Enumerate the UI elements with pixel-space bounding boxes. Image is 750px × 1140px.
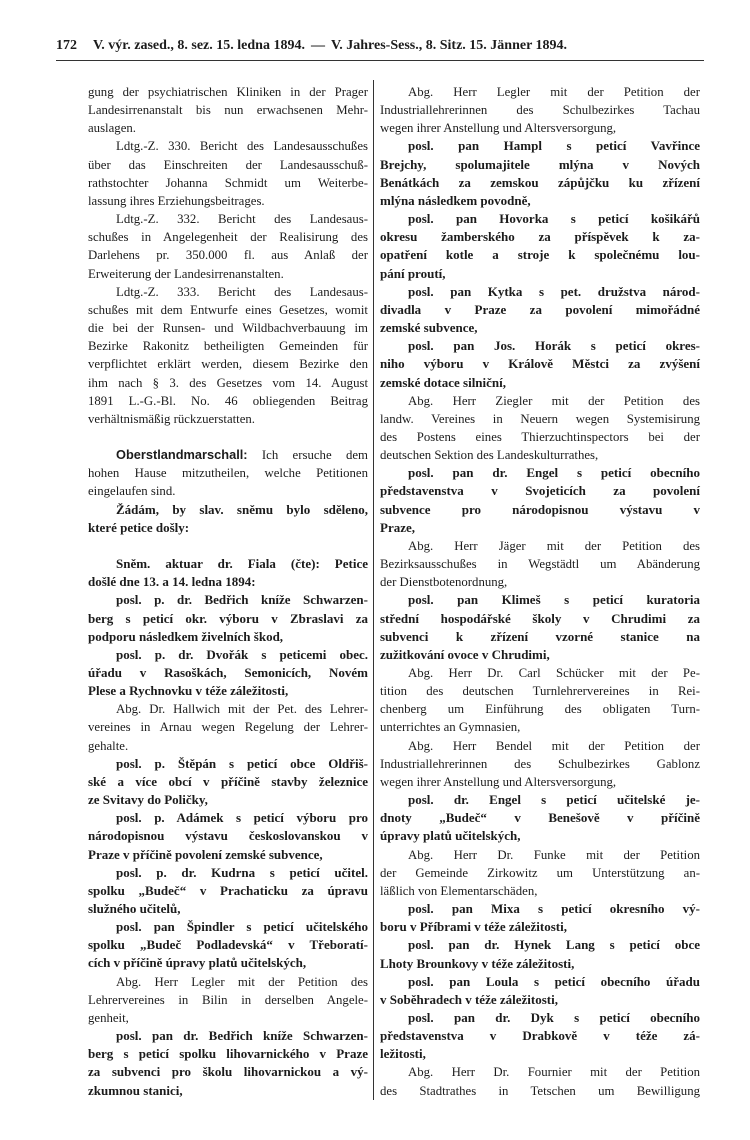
text-line: ské a více obcí v příčině stavby železnice [88, 773, 368, 789]
text-line: posl. pan Klimeš s peticí kuratoria [408, 592, 700, 608]
text-line: Landesirrenanstalt bis nun erwachsenen Mehr- [88, 103, 368, 118]
text-line: Abg. Herr Bendel mit der Petition der [408, 738, 700, 753]
text-line: niho výboru v Králově Městci za zvýšení [380, 356, 700, 372]
text-line: Ldtg.-Z. 333. Bericht des Landesaus- [116, 284, 368, 299]
text-line: Ldtg.-Z. 330. Bericht des Landesausschußes [116, 139, 368, 154]
text-line: mlýna následkem povodně, [380, 192, 531, 208]
text-line: okresu žamberského za příspěvek k za- [380, 229, 700, 245]
text-line: Abg. Herr Ziegler mit der Petition des [408, 393, 700, 408]
section-spacer [88, 428, 368, 446]
text-line: Bezirksausschußes in Wegstädtl um Abänderung [380, 557, 700, 572]
text-line: Bezirke Rakonitz betheiligten Gemeinden für [88, 339, 368, 354]
text-line: podporu následkem živelních škod, [88, 628, 284, 644]
paragraph [88, 83, 368, 137]
speaker-name: Oberstlandmarschall: [116, 447, 248, 463]
paragraph [380, 591, 700, 664]
text-line: zemské dotace silniční, [380, 374, 507, 390]
text-line: došlé dne 13. a 14. ledna 1894: [88, 574, 256, 590]
text-line: Žádám, by slav. sněmu bylo sděleno, [116, 501, 368, 517]
text-line: posl. pan dr. Engel s peticí obecního [408, 465, 700, 481]
text-line: spolku „Budeč“ v Prachaticku za úpravu [88, 882, 368, 898]
paragraph [380, 664, 700, 737]
text-line: boru v Příbrami v téže záležitosti, [380, 919, 567, 935]
paragraph [380, 337, 700, 391]
paragraph [380, 210, 700, 283]
text-line: služného učitelů, [88, 901, 181, 916]
text-line: Industriallehrerinnen des Schulbezirkes Gablonz [380, 756, 700, 771]
paragraph [88, 591, 368, 645]
paragraph [380, 283, 700, 337]
page-number: 172 [56, 38, 77, 53]
text-line: des Stadtrathes in Tetschen um Bewilligung [380, 1083, 700, 1098]
text-line: Erweiterung der Landesirrenanstalten. [88, 266, 284, 281]
text-line: posl. pan dr. Dyk s peticí obecního [408, 1009, 700, 1025]
text-line: Plese a Rychnovku v téže záležitosti, [88, 683, 289, 699]
paragraph [88, 809, 368, 863]
text-line: Brejchy, spolumajitele mlýna v Nových [380, 156, 700, 172]
text-line: Abg. Herr Legler mit der Petition der [408, 85, 700, 99]
text-line: Praze, [380, 519, 416, 535]
text-line: ležitosti, [380, 1046, 426, 1062]
text-line: cích v příčině úpravy platů učitelských, [88, 955, 307, 971]
text-line: deutschen Sektion des Landeskulturrathes, [380, 448, 599, 463]
text-line: ze Svitavy do Poličky, [88, 792, 208, 808]
paragraph [380, 392, 700, 465]
text-line: posl. p. Štěpán s peticí obce Oldřiš- [116, 755, 368, 771]
text-line: zemské subvence, [380, 320, 478, 336]
paragraph [380, 1009, 700, 1063]
paragraph [380, 900, 700, 936]
text-line: hohen Hause mitzutheilen, welche Petitionen [88, 466, 368, 481]
text-line: Darlehens pr. 350.000 fl. aus Anlaß der [88, 248, 368, 263]
text-line: rathstochter Johanna Schmidt um Weiterbe- [88, 175, 368, 190]
text-line: střední hospodářské školy v Chrudimi za [380, 610, 700, 626]
text-line: Sněm. aktuar dr. Fiala (čte): Petice [116, 556, 368, 572]
paragraph [380, 83, 700, 137]
text-line: verpflichtet erklärt werden, diesem Bezirke den [88, 357, 368, 372]
paragraph [380, 791, 700, 845]
speech-paragraph [88, 446, 368, 500]
text-line: gung der psychiatrischen Kliniken in der Prager [88, 85, 368, 99]
text-line: Abg. Herr Legler mit der Petition des [116, 974, 368, 989]
text-line: lassung ihres Erziehungsbeitrages. [88, 193, 265, 208]
text-line: posl. dr. Engel s peticí učitelské je- [408, 792, 700, 808]
text-line: posl. pan Špindler s peticí učitelského [116, 919, 368, 935]
paragraph [88, 918, 368, 972]
text-line: berg s peticí spolku lihovarnického v Praze [88, 1046, 368, 1062]
text-line: eingelaufen sind. [88, 484, 176, 499]
text-line: národopisnou výstavu českoslovanskou v [88, 828, 368, 844]
text-line: posl. pan dr. Bedřich kníže Schwarzen- [116, 1028, 368, 1044]
paragraph [380, 936, 700, 972]
speech-paragraph [88, 555, 368, 591]
text-line: divadla v Praze za povolení mimořádné [380, 301, 700, 317]
text-line: genheit, [88, 1010, 129, 1025]
paragraph [380, 973, 700, 1009]
text-line: der Dienstbotenordnung, [380, 575, 508, 590]
text-line: landw. Vereines in Neuern wegen Systemisirung [380, 411, 700, 426]
paragraph [88, 501, 368, 537]
text-line: posl. p. dr. Dvořák s peticemi obec. [116, 646, 368, 662]
text-line: posl. pan Jos. Horák s peticí okres- [408, 338, 700, 354]
text-line: Ldtg.-Z. 332. Bericht des Landesaus- [116, 212, 368, 227]
text-line: gehalte. [88, 738, 129, 753]
text-line: wegen ihrer Anstellung und Altersversorgung, [380, 774, 617, 789]
text-line: pání proutí, [380, 265, 446, 281]
paragraph [88, 646, 368, 700]
text-line: opatření kotle a stroje k společnému lou- [380, 247, 700, 263]
text-line: wegen ihrer Anstellung und Altersversorgung, [380, 121, 617, 136]
paragraph [88, 755, 368, 809]
text-line: posl. p. Adámek s peticí výboru pro [116, 810, 368, 826]
column-divider [373, 80, 374, 1100]
text-line: tition des deutschen Turnlehrervereines in Rei- [380, 684, 700, 699]
text-line: berg s peticí okr. výboru v Zbraslavi za [88, 610, 368, 626]
paragraph [380, 137, 700, 210]
text-line: vereines in Arnau wegen Regelung der Lehrer- [88, 720, 368, 735]
paragraph [380, 464, 700, 537]
text-line: Abg. Herr Dr. Funke mit der Petition [408, 847, 700, 862]
text-line: posl. p. dr. Kudrna s peticí učitel. [116, 864, 368, 880]
text-line: Benátkách za zemskou zápůjčku ku zřízení [380, 174, 700, 190]
text-line: Abg. Herr Jäger mit der Petition des [408, 538, 700, 553]
text-line: zkumnou stanici, [88, 1082, 183, 1098]
text-line: 1891 L.-G.-Bl. No. 46 obliegenden Beitrag [88, 393, 368, 408]
paragraph [88, 283, 368, 428]
paragraph [88, 700, 368, 754]
paragraph [380, 846, 700, 900]
paragraph [88, 973, 368, 1027]
text-line: Abg. Herr Dr. Carl Schücker mit der Pe- [408, 666, 700, 680]
text-line: ihm nach § 3. des Gesetzes vom 14. August [88, 375, 368, 390]
right-column [380, 83, 700, 1100]
paragraph [380, 737, 700, 791]
text-line: Oberstlandmarschall: Ich ersuche dem [116, 447, 368, 463]
section-spacer [88, 537, 368, 555]
text-line: spolku „Budeč Podladevská“ v Třeboratí- [88, 937, 368, 953]
text-line: subvenci k zřízení vzorné stanice na [380, 628, 700, 644]
text-line: schußes in Angelegenheit der Realisirung des [88, 230, 368, 245]
text-line: subvence pro národopisnou výstavu v [380, 501, 700, 517]
text-line: Abg. Herr Dr. Fournier mit der Petition [408, 1065, 700, 1080]
paragraph [88, 210, 368, 283]
text-line: Abg. Dr. Hallwich mit der Pet. des Lehrer- [116, 702, 368, 717]
text-line: posl. pan Hampl s peticí Vavřince [408, 138, 700, 154]
header-title-czech: V. výr. zased., 8. sez. 15. ledna 1894. [93, 38, 305, 53]
speaker-name: Sněm. aktuar dr. Fiala [116, 556, 276, 572]
text-line: des Postens eines Thierzuchtinspectors bei der [380, 429, 700, 444]
text-line: posl. pan dr. Hynek Lang s peticí obce [408, 937, 700, 953]
text-line: Lhoty Brounkovy v téže záležitosti, [380, 955, 575, 971]
text-line: die bei der Runsen- und Wildbachverbauung im [88, 321, 368, 336]
text-line: unterrichtes an Gymnasien, [380, 720, 521, 735]
left-column [88, 83, 368, 1100]
text-line: schußes mit dem Entwurfe eines Gesetzes, womit [88, 302, 368, 317]
header-separator: — [310, 38, 325, 53]
paragraph [88, 864, 368, 918]
text-line: v Soběhradech v téže záležitosti, [380, 991, 558, 1007]
text-line: posl. pan Mixa s peticí okresního vý- [408, 901, 700, 917]
text-line: chenberg um Einführung des obligaten Turn- [380, 702, 700, 717]
text-line: der Gemeinde Zirkowitz um Unterstützung an- [380, 865, 700, 880]
text-line: verhältnismäßig rückzuerstatten. [88, 411, 256, 426]
text-line: za subvenci pro školu lihovarnickou a vý- [88, 1064, 368, 1080]
header-rule [56, 60, 704, 61]
text-line: posl. pan Hovorka s peticí košikářů [408, 211, 700, 227]
text-line: úpravy platů učitelských, [380, 828, 521, 844]
page-header [56, 38, 704, 60]
header-title-german: V. Jahres-Sess., 8. Sitz. 15. Jänner 1894. [330, 38, 568, 53]
text-line: über das Einschreiten der Landesausschuß- [88, 157, 368, 172]
text-line: posl. p. dr. Bedřich kníže Schwarzen- [116, 592, 368, 608]
paragraph [88, 1027, 368, 1100]
text-line: läßlich von Elementarschäden, [380, 883, 538, 898]
paragraph [380, 1063, 700, 1099]
text-line: auslagen. [88, 121, 136, 136]
text-line: úřadu v Rasoškách, Semonicích, Novém [88, 664, 368, 680]
text-line: představenstva v Drabkově v téže zá- [380, 1028, 700, 1044]
text-line: které petice došly: [88, 519, 190, 535]
paragraph [88, 137, 368, 210]
text-line: Lehrervereines in Bilin in derselben Angele- [88, 992, 368, 1007]
text-line: posl. pan Loula s peticí obecního úřadu [408, 973, 700, 989]
text-line: Industriallehrerinnen des Schulbezirkes Tachau [380, 103, 700, 118]
text-line: Praze v příčině povolení zemské subvence, [88, 846, 323, 862]
text-line: dnoty „Budeč“ v Benešově v příčině [380, 810, 700, 826]
text-line: zužitkování ovoce v Chrudimi, [380, 646, 550, 662]
paragraph [380, 537, 700, 591]
text-line: posl. pan Kytka s pet. družstva národ- [408, 283, 700, 299]
text-line: představenstva v Svojeticích za povolení [380, 483, 700, 499]
